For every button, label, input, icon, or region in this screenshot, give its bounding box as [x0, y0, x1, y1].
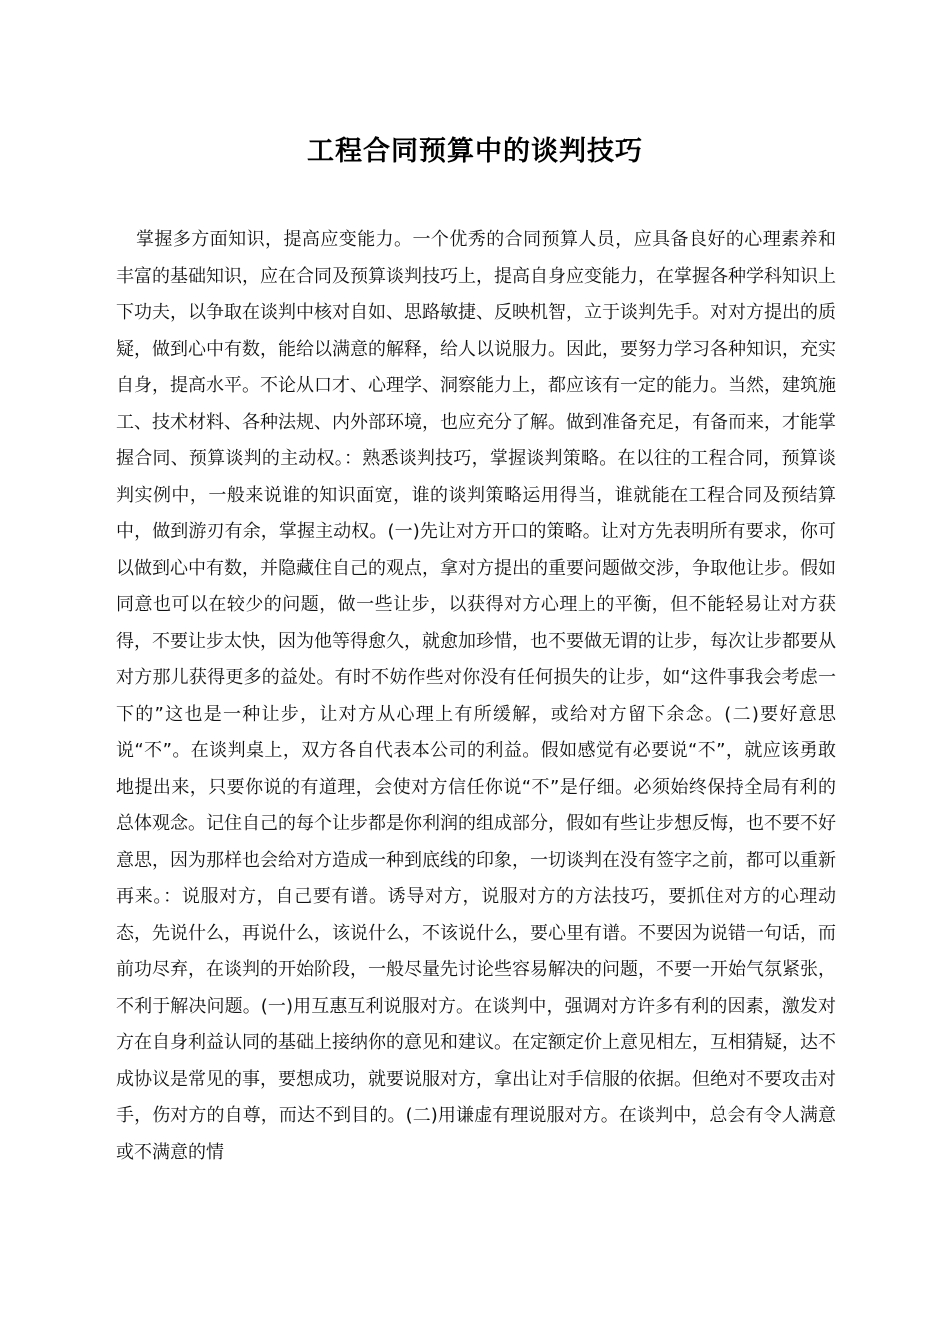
body-paragraph: 掌握多方面知识，提高应变能力。一个优秀的合同预算人员，应具备良好的心理素养和丰富的基础知识，应在合同及预算谈判技巧上，提高自身应变能力，在掌握各种学科知识上下功夫，以争取在谈判中核对自如、思路敏捷、反映机智，立于谈判先手。对对方提出的质疑，做到心中有数，能给以满意的解释，给人以说服力。因此，要努力学习各种知识，充实自身，提高水平。不论从口才、心理学、洞察能力上，都应该有一定的能力。当然，建筑施工、技术材料、各种法规、内外部环境，也应充分了解。做到准备充足，有备而来，才能掌握合同、预算谈判的主动权。：熟悉谈判技巧，掌握谈判策略。在以往的工程合同，预算谈判实例中，一般来说谁的知识面宽，谁的谈判策略运用得当，谁就能在工程合同及预结算中，做到游刃有余，掌握主动权。(一)先让对方开口的策略。让对方先表明所有要求，你可以做到心中有数，并隐藏住自己的观点，拿对方提出的重要问题做交涉，争取他让步。假如同意也可以在较少的问题，做一些让步，以获得对方心理上的平衡，但不能轻易让对方获得，不要让步太快，因为他等得愈久，就愈加珍惜，也不要做无谓的让步，每次让步都要从对方那儿获得更多的益处。有时不妨作些对你没有任何损失的让步，如“这件事我会考虑一下的”这也是一种让步，让对方从心理上有所缓解，或给对方留下余念。(二)要好意思说“不”。在谈判桌上，双方各自代表本公司的利益。假如感觉有必要说“不”，就应该勇敢地提出来，只要你说的有道理，会使对方信任你说“不”是仔细。必须始终保持全局有利的总体观念。记住自己的每个让步都是你利润的组成部分，假如有些让步想反悔，也不要不好意思，因为那样也会给对方造成一种到底线的印象，一切谈判在没有签字之前，都可以重新再来。：说服对方，自己要有谱。诱导对方，说服对方的方法技巧，要抓住对方的心理动态，先说什么，再说什么，该说什么，不该说什么，要心里有谱。不要因为说错一句话，而前功尽弃，在谈判的开始阶段，一般尽量先讨论些容易解决的问题，不要一开始气氛紧张，不利于解决问题。(一)用互惠互利说服对方。在谈判中，强调对方许多有利的因素，激发对方在自身利益认同的基础上接纳你的意见和建议。在定额定价上意见相左，互相猜疑，达不成协议是常见的事，要想成功，就要说服对方，拿出让对手信服的依据。但绝对不要攻击对手，伤对方的自尊，而达不到目的。(二)用谦虚有理说服对方。在谈判中，总会有令人满意或不满意的情	[116, 229, 836, 1163]
document-title: 工程合同预算中的谈判技巧	[307, 136, 643, 167]
